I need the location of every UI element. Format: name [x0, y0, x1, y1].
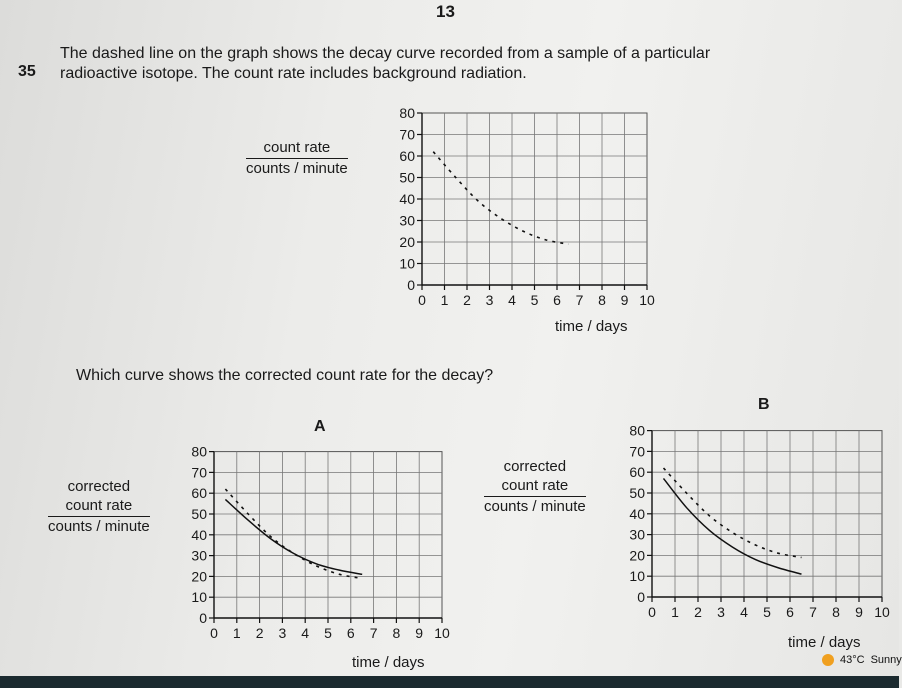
weather-condition: Sunny	[870, 654, 902, 666]
option-a-ylabel-top: count rate	[65, 497, 133, 514]
x-tick-label: 0	[648, 604, 656, 620]
option-a-label: A	[314, 418, 326, 435]
main-graph	[378, 105, 668, 320]
y-tick-label: 80	[399, 105, 415, 121]
x-tick-label: 1	[232, 625, 241, 641]
x-tick-label: 10	[434, 625, 450, 641]
corrected-solid-curve	[225, 499, 362, 574]
y-tick-label: 10	[399, 255, 415, 272]
y-tick-label: 80	[629, 422, 645, 439]
sun-icon	[822, 654, 834, 666]
question-text	[60, 44, 890, 84]
x-tick-label: 7	[369, 625, 378, 641]
y-tick-label: 50	[399, 169, 415, 186]
x-tick-label: 4	[740, 604, 748, 620]
y-tick-label: 70	[629, 443, 645, 460]
option-b-ylabel	[484, 457, 586, 516]
option-a-xlabel: time / days	[352, 654, 425, 671]
recorded-dashed-curve	[433, 152, 568, 244]
x-tick-label: 8	[598, 292, 606, 308]
main-graph-ylabel	[246, 138, 348, 178]
page-number: 13	[436, 2, 455, 21]
y-tick-label: 40	[399, 191, 415, 207]
x-tick-label: 2	[255, 625, 264, 641]
question-prompt: Which curve shows the corrected count rate for the decay?	[76, 367, 494, 384]
y-tick-label: 20	[191, 568, 207, 585]
y-tick-label: 0	[199, 610, 207, 626]
x-tick-label: 3	[485, 292, 494, 308]
option-b-ylabel-top: count rate	[501, 477, 569, 494]
y-tick-label: 0	[407, 277, 415, 293]
x-tick-label: 4	[301, 625, 310, 641]
y-tick-label: 60	[191, 485, 207, 502]
x-tick-label: 7	[809, 604, 817, 620]
option-b-graph	[612, 422, 899, 632]
x-tick-label: 1	[671, 604, 679, 620]
y-tick-label: 20	[399, 234, 415, 250]
y-tick-label: 20	[629, 547, 645, 564]
option-b-xlabel: time / days	[788, 634, 861, 651]
x-tick-label: 4	[508, 292, 516, 308]
chart-grid	[422, 113, 647, 285]
question-text-line2: radioactive isotope. The count rate includes background radiation.	[60, 65, 527, 82]
question-number: 35	[18, 63, 36, 80]
y-tick-label: 60	[629, 464, 645, 481]
y-tick-label: 0	[637, 589, 645, 605]
x-tick-label: 10	[639, 292, 655, 308]
x-tick-label: 8	[392, 625, 401, 641]
main-graph-ylabel-top: count rate	[263, 139, 331, 156]
y-tick-label: 70	[191, 464, 207, 481]
weather-widget[interactable]	[822, 654, 902, 666]
x-tick-label: 2	[463, 292, 471, 308]
x-tick-label: 10	[874, 604, 890, 620]
x-tick-label: 3	[278, 625, 287, 641]
chart-grid	[214, 452, 442, 618]
x-tick-label: 1	[440, 292, 449, 308]
x-tick-label: 8	[832, 604, 840, 620]
y-tick-label: 80	[191, 443, 207, 460]
x-tick-label: 2	[694, 604, 702, 620]
y-tick-label: 40	[191, 526, 207, 543]
x-tick-label: 9	[415, 625, 424, 641]
y-tick-label: 50	[191, 506, 207, 522]
x-tick-label: 5	[324, 625, 332, 641]
option-b-ylabel-line1: corrected	[503, 458, 567, 475]
x-tick-label: 6	[553, 292, 561, 308]
main-graph-xlabel: time / days	[555, 318, 628, 335]
y-tick-label: 10	[629, 568, 645, 585]
option-a-ylabel-bottom: counts / minute	[48, 518, 150, 535]
main-graph-ylabel-bottom: counts / minute	[246, 160, 348, 177]
x-tick-label: 6	[346, 625, 355, 641]
x-tick-label: 5	[530, 292, 539, 308]
weather-temperature: 43°C	[840, 654, 865, 666]
x-tick-label: 0	[418, 292, 426, 308]
y-tick-label: 30	[399, 212, 415, 229]
x-tick-label: 5	[763, 604, 771, 620]
y-tick-label: 30	[191, 547, 207, 564]
option-b-label: B	[758, 396, 770, 413]
question-text-line1: The dashed line on the graph shows the decay curve recorded from a sample of a particular	[60, 45, 711, 62]
y-tick-label: 50	[629, 485, 645, 501]
option-b-ylabel-bottom: counts / minute	[484, 498, 586, 515]
y-tick-label: 60	[399, 148, 415, 164]
y-tick-label: 40	[629, 505, 645, 522]
x-tick-label: 3	[717, 604, 725, 620]
option-a-graph	[176, 443, 466, 650]
option-a-ylabel	[48, 477, 150, 536]
x-tick-label: 9	[620, 292, 629, 308]
taskbar	[0, 676, 899, 688]
x-tick-label: 0	[210, 625, 218, 641]
chart-grid	[652, 431, 882, 597]
y-tick-label: 10	[191, 589, 207, 606]
option-a-ylabel-line1: corrected	[67, 478, 131, 495]
x-tick-label: 7	[575, 292, 584, 308]
y-tick-label: 70	[399, 126, 415, 143]
x-tick-label: 9	[855, 604, 863, 620]
recorded-dashed-curve	[664, 468, 802, 557]
x-tick-label: 6	[786, 604, 794, 620]
y-tick-label: 30	[629, 526, 645, 543]
recorded-dashed-curve	[225, 489, 362, 578]
